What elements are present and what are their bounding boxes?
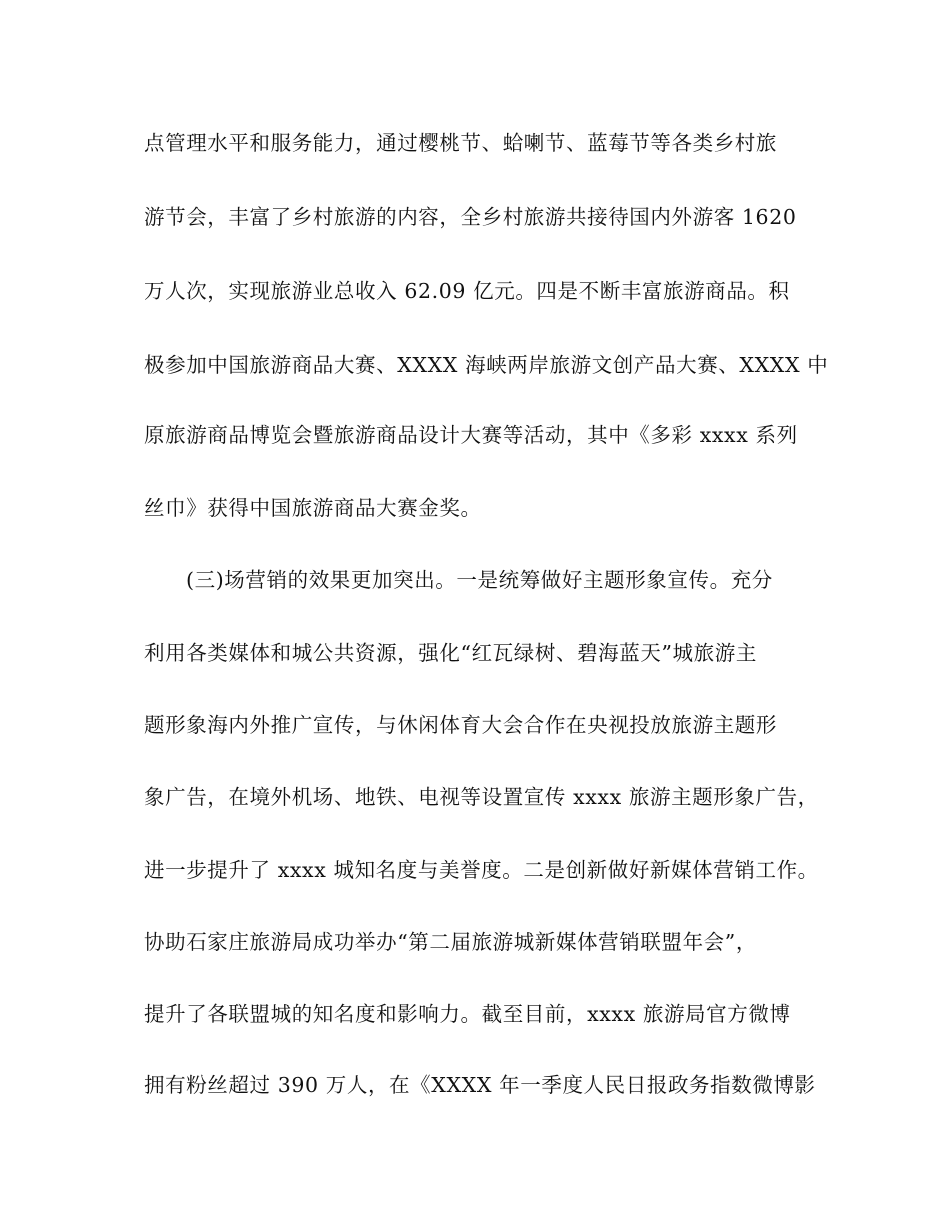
body-text-line: 点管理水平和服务能力，通过樱桃节、蛤喇节、蓝莓节等各类乡村旅 xyxy=(144,131,777,155)
body-text-line: 象广告，在境外机场、地铁、电视等设置宣传 xxxx 旅游主题形象广告， xyxy=(144,785,819,809)
body-text-line: 协助石家庄旅游局成功举办“第二届旅游城新媒体营销联盟年会”， xyxy=(144,930,757,954)
body-text-line: 原旅游商品博览会暨旅游商品设计大赛等活动，其中《多彩 xxxx 系列 xyxy=(144,423,798,447)
body-text-line: 拥有粉丝超过 390 万人，在《XXXX 年一季度人民日报政务指数微博影 xyxy=(144,1073,816,1097)
body-text-line: 万人次，实现旅游业总收入 62.09 亿元。四是不断丰富旅游商品。积 xyxy=(144,279,790,303)
body-text-line: 题形象海内外推广宣传，与休闲体育大会合作在央视投放旅游主题形 xyxy=(144,713,777,737)
body-text-line: 利用各类媒体和城公共资源，强化“红瓦绿树、碧海蓝天”城旅游主 xyxy=(144,641,757,665)
paragraph-first-line: (三)场营销的效果更加突出。一是统筹做好主题形象宣传。充分 xyxy=(186,568,773,592)
body-text-line: 游节会，丰富了乡村旅游的内容，全乡村旅游共接待国内外游客 1620 xyxy=(144,205,797,229)
body-text-line: 丝巾》获得中国旅游商品大赛金奖。 xyxy=(144,496,482,520)
body-text-line: 进一步提升了 xxxx 城知名度与美誉度。二是创新做好新媒体营销工作。 xyxy=(144,858,819,882)
body-text-line: 极参加中国旅游商品大赛、XXXX 海峡两岸旅游文创产品大赛、XXXX 中 xyxy=(144,353,829,377)
body-text-line: 提升了各联盟城的知名度和影响力。截至目前，xxxx 旅游局官方微博 xyxy=(144,1002,791,1026)
